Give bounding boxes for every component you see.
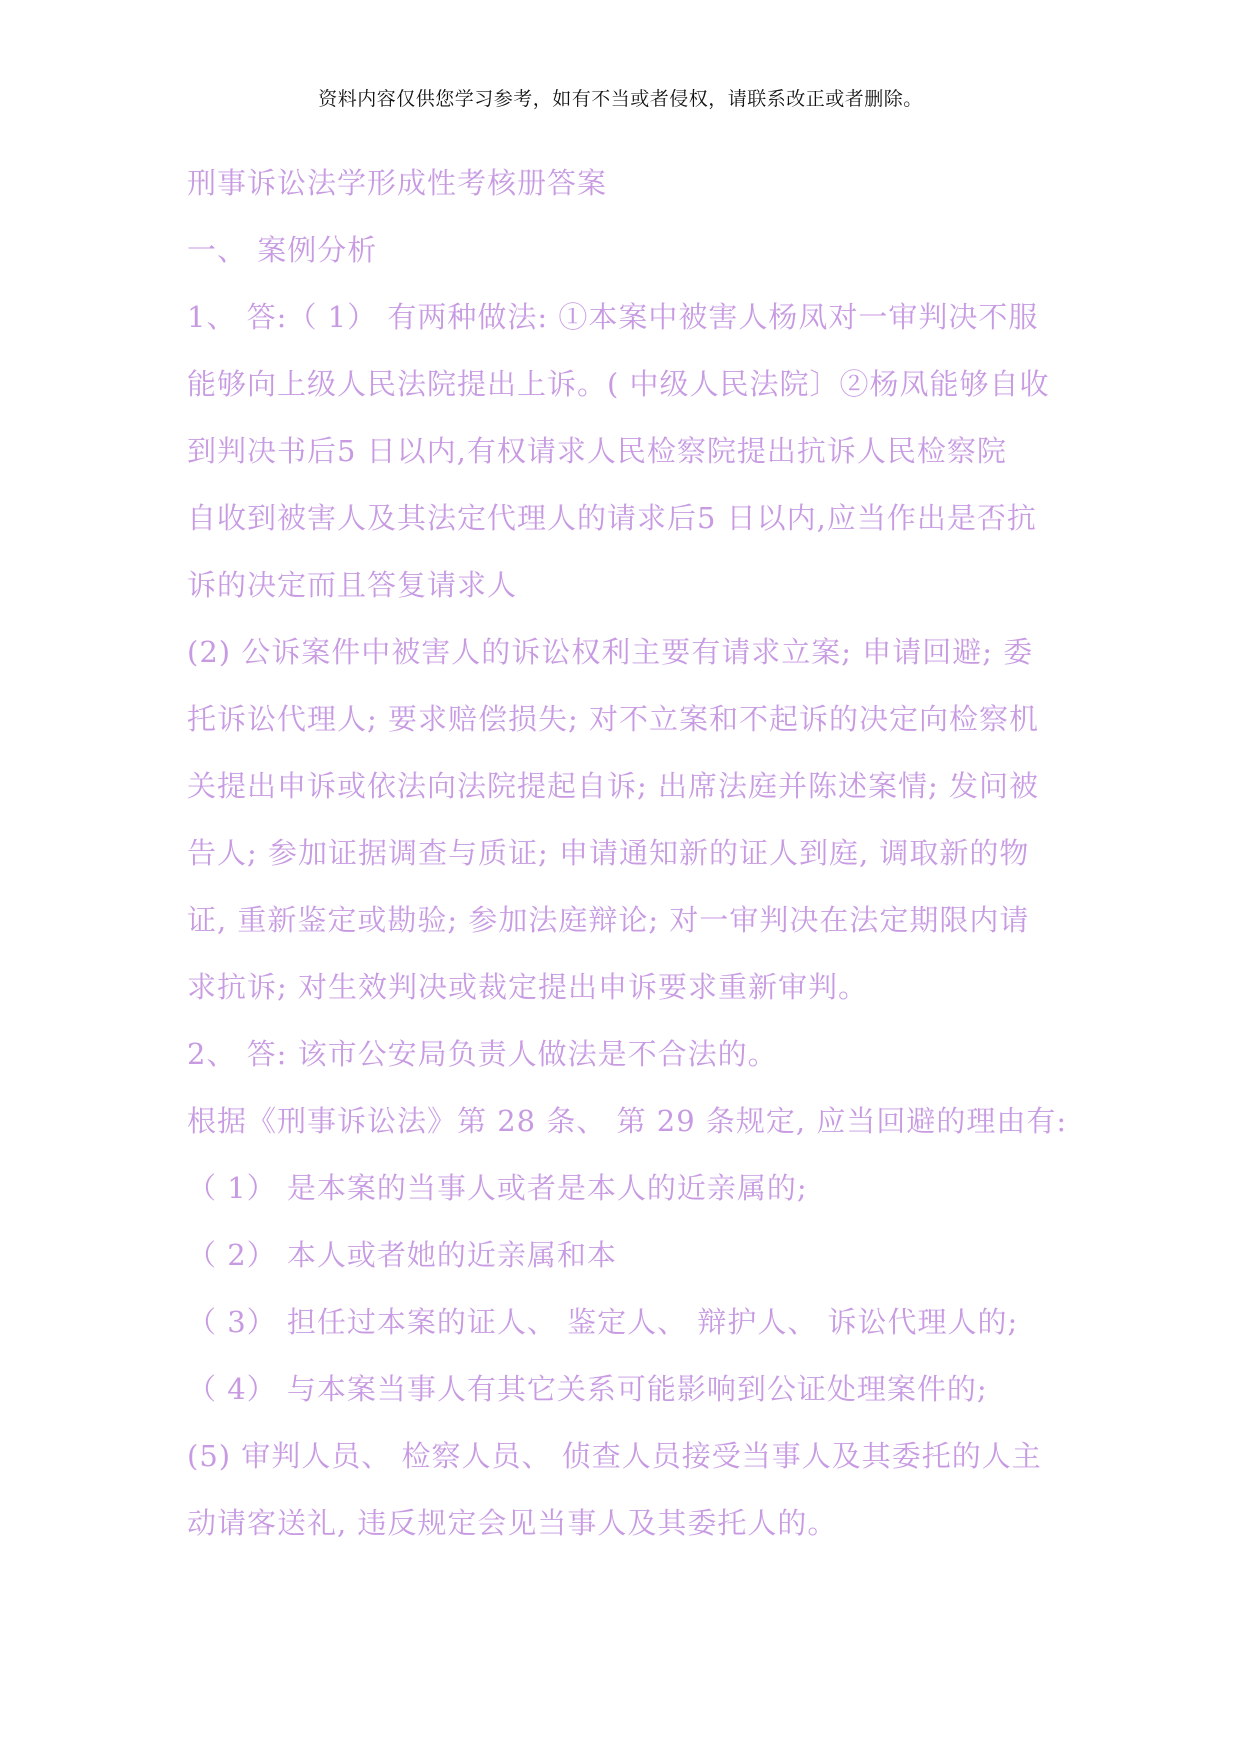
section-heading: 一、 案例分析: [187, 233, 378, 267]
text-line: (2) 公诉案件中被害人的诉讼权利主要有请求立案; 申请回避; 委: [187, 635, 1034, 669]
text-line: 托诉讼代理人; 要求赔偿损失; 对不立案和不起诉的决定向检察机: [187, 702, 1039, 736]
text-line: 能够向上级人民法院提出上诉。( 中级人民法院〕②杨凤能够自收: [187, 367, 1050, 401]
text-line: （ 3） 担任过本案的证人、 鉴定人、 辩护人、 诉讼代理人的;: [187, 1305, 1019, 1339]
text-line: 到判决书后5 日以内,有权请求人民检察院提出抗诉人民检察院: [187, 434, 1007, 468]
text-line: 2、 答: 该市公安局负责人做法是不合法的。: [187, 1037, 778, 1071]
text-line: 证, 重新鉴定或勘验; 参加法庭辩论; 对一审判决在法定期限内请: [187, 903, 1030, 937]
text-line: 求抗诉; 对生效判决或裁定提出申诉要求重新审判。: [187, 970, 868, 1004]
text-line: 诉的决定而且答复请求人: [187, 568, 518, 602]
text-line: 动请客送礼, 违反规定会见当事人及其委托人的。: [187, 1506, 838, 1540]
text-line: (5) 审判人员、 检察人员、 侦查人员接受当事人及其委托的人主: [187, 1439, 1042, 1473]
text-line: （ 1） 是本案的当事人或者是本人的近亲属的;: [187, 1171, 808, 1205]
document-title: 刑事诉讼法学形成性考核册答案: [187, 166, 608, 200]
text-line: 告人; 参加证据调查与质证; 申请通知新的证人到庭, 调取新的物: [187, 836, 1030, 870]
text-line: 关提出申诉或依法向法院提起自诉; 出席法庭并陈述案情; 发问被: [187, 769, 1039, 803]
text-line: 自收到被害人及其法定代理人的请求后5 日以内,应当作出是否抗: [187, 501, 1037, 535]
text-line: 1、 答:（ 1） 有两种做法: ①本案中被害人杨凤对一审判决不服: [187, 300, 1039, 334]
text-line: 根据《刑事诉讼法》第 28 条、 第 29 条规定, 应当回避的理由有:: [187, 1104, 1068, 1138]
text-line: （ 4） 与本案当事人有其它关系可能影响到公证处理案件的;: [187, 1372, 988, 1406]
text-line: （ 2） 本人或者她的近亲属和本: [187, 1238, 617, 1272]
document-body: [187, 158, 1087, 1565]
disclaimer-header: 资料内容仅供您学习参考，如有不当或者侵权，请联系改正或者删除。: [318, 88, 923, 110]
